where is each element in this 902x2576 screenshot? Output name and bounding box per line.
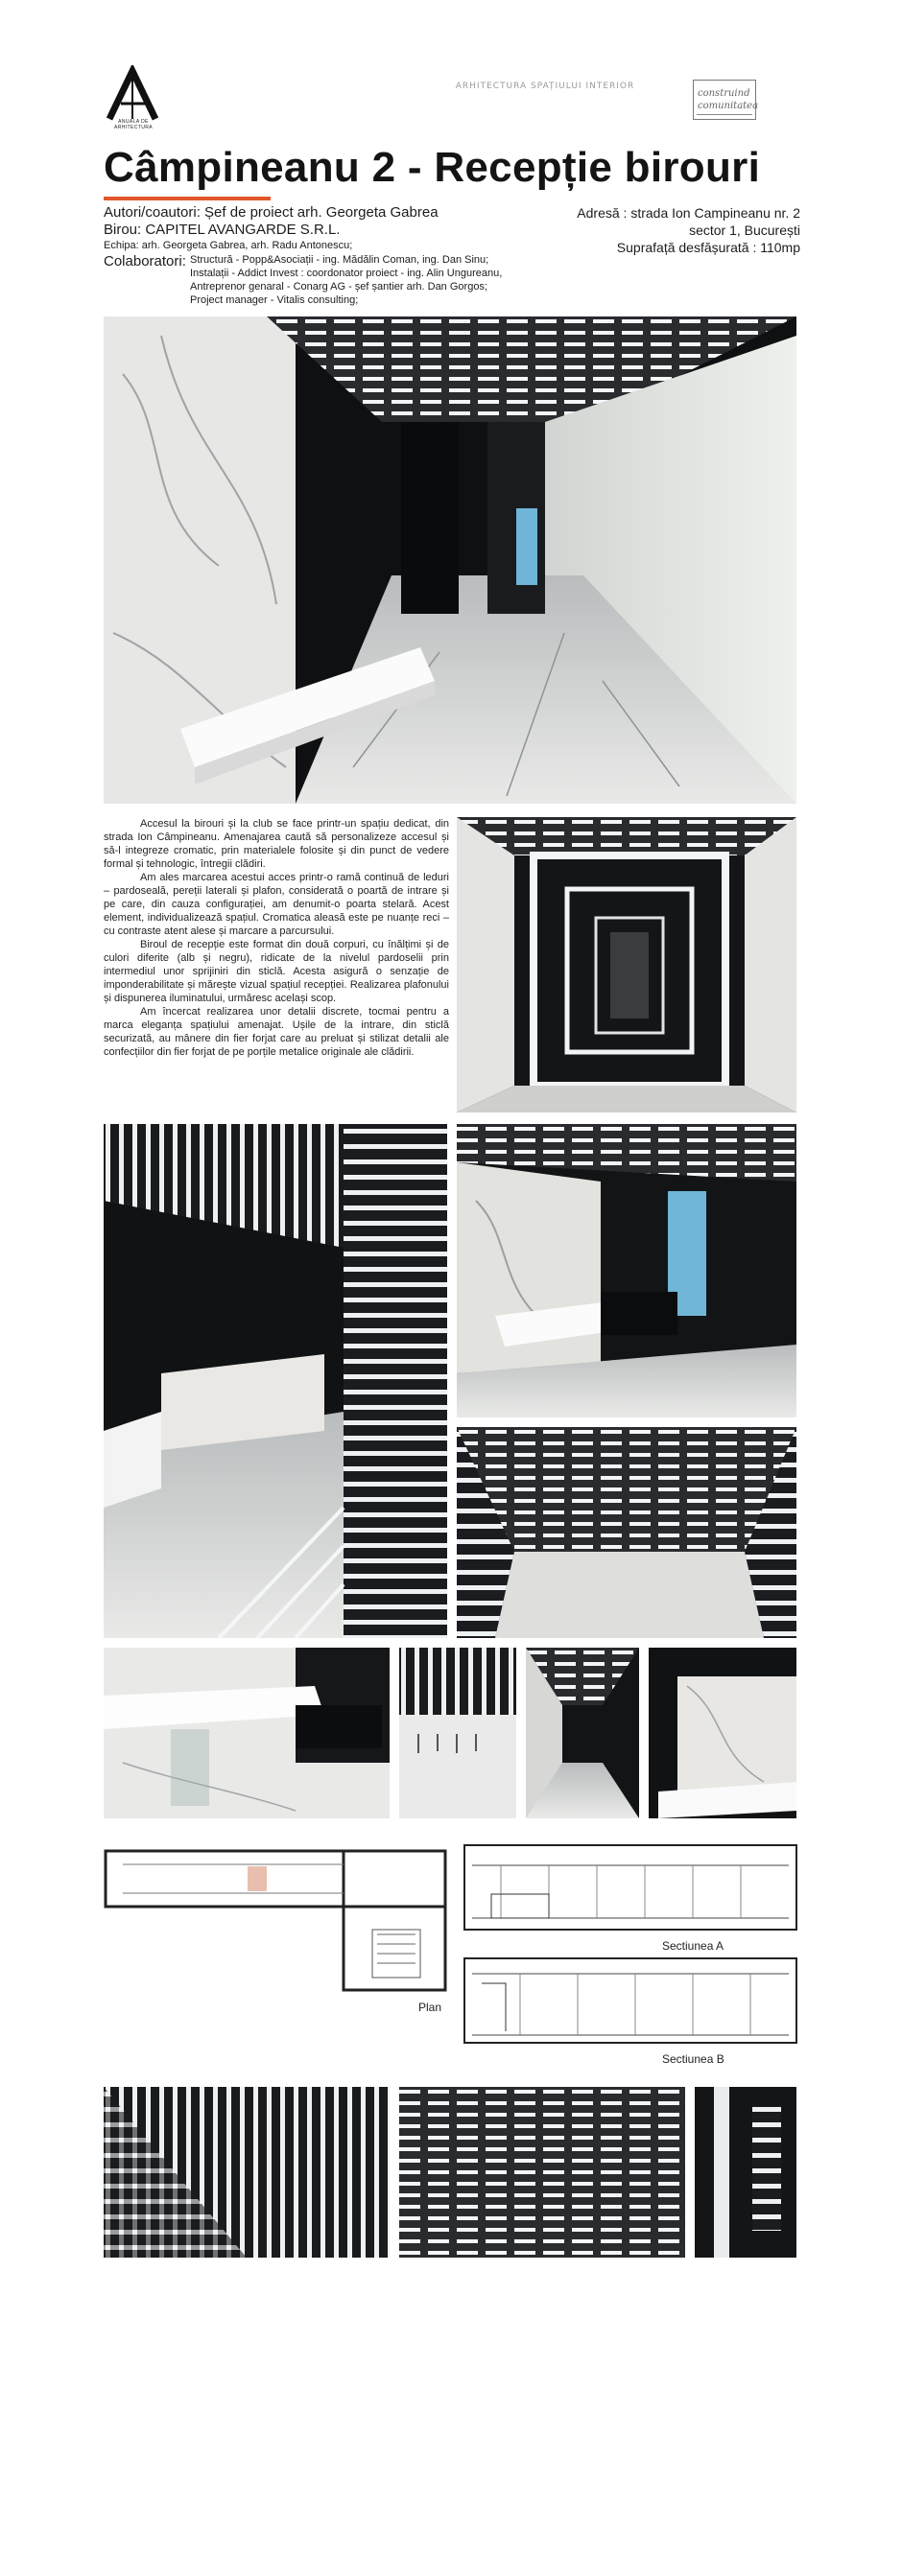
corridor-perspective-photo <box>104 1124 447 1638</box>
collaborator-line: Instalații - Addict Invest : coordonator proiect - ing. Alin Ungureanu, <box>190 268 503 279</box>
collaborators <box>104 253 564 307</box>
brand-logo <box>693 80 759 120</box>
section-a-drawing <box>463 1841 798 1937</box>
section-a-label: Sectiunea A <box>662 1939 724 1953</box>
led-grid-photo <box>399 2087 685 2258</box>
brand-line-2: comunitatea <box>698 101 759 111</box>
project-location <box>577 204 800 256</box>
wall-led-photo <box>695 2087 796 2258</box>
address-line-2: sector 1, București <box>689 222 800 238</box>
address-line-1: Adresă : strada Ion Campineanu nr. 2 <box>577 205 800 221</box>
reception-desk-photo <box>457 1124 796 1417</box>
hero-photo <box>104 316 796 804</box>
collaborators-label: Colaboratori: <box>104 253 186 269</box>
description-paragraph: Accesul la birouri și la club se face printr-un spațiu dedicat, din strada Ion Câmpineanu. Amenajarea caută să personalizeze accesul și să-l integreze cromatic, prin materialele folosite și din punct de vedere formal și tehnologic, întregii clădiri. <box>104 818 449 870</box>
corridor-detail-photo <box>526 1648 639 1818</box>
authors-line: Autori/coautori: Șef de proiect arh. Georgeta Gabrea <box>104 204 439 221</box>
logo-caption: ANUALA DE ARHITECTURA <box>114 119 153 130</box>
collaborator-line: Project manager - Vitalis consulting; <box>190 294 359 306</box>
ceiling-photo <box>457 1427 796 1638</box>
floor-plan-drawing <box>104 1843 451 1995</box>
plan-label: Plan <box>418 2001 442 2014</box>
ceiling-detail-photo <box>399 1648 516 1818</box>
description-paragraph: Biroul de recepție este format din două corpuri, cu înălțimi și de culori diferite (alb și negru), ridicate de la nivelul pardoselii prin intermediul unor sprijiniri din sticlă. Acesta asigură o senzație de imponderabilitate și mărește vizual spațiul recepției. Realizarea plafonului și dispunerea iluminatului, urmăresc același scop. <box>104 939 449 1004</box>
page-title: Câmpineanu 2 - Recepție birouri <box>104 144 761 191</box>
description-paragraph: Am ales marcarea acestui acces printr-o ramă continuă de leduri – pardoseală, pereții laterali și plafon, considerată o poartă de intrare și pe care, din cauza configurației, am denumit-o poarta stelară. Acest element, individualizează spațiul. Cromatica aleasă este pe nuanțe reci – cu contraste atent alese și marcare a parcursului. <box>104 872 449 937</box>
collaborators-list <box>190 253 502 307</box>
star-gate-photo <box>457 817 796 1112</box>
area-line: Suprafață desfășurată : 110mp <box>616 240 800 255</box>
collaborator-line: Antreprenor genaral - Conarg AG - șef șantier arh. Dan Gorgos; <box>190 281 487 293</box>
office-line: Birou: CAPITEL AVANGARDE S.R.L. <box>104 222 341 238</box>
brand-line-1: construind <box>698 88 750 99</box>
category-label: ARHITECTURA SPAȚIULUI INTERIOR <box>455 82 635 91</box>
desk-glass-support-photo <box>104 1648 390 1818</box>
description-paragraph: Am încercat realizarea unor detalii discrete, tocmai pentru a marca eleganța spațiului amenajat. Ușile de la intrare, din sticlă securizată, au mânere din fier forjat care au preluat și stilizat detalii ale confecțiilor din fier forjat de pe porțile metalice originale ale clădirii. <box>104 1006 449 1058</box>
section-b-label: Sectiunea B <box>662 2052 724 2066</box>
team-line: Echipa: arh. Georgeta Gabrea, arh. Radu Antonescu; <box>104 240 353 251</box>
marble-wall-photo <box>649 1648 796 1818</box>
title-accent-bar <box>104 197 271 200</box>
collaborator-line: Structură - Popp&Asociații - ing. Mădălin Coman, ing. Dan Sinu; <box>190 254 489 266</box>
project-credits <box>104 204 564 307</box>
description-text <box>104 817 449 1059</box>
section-b-drawing <box>463 1955 798 2050</box>
logo-icon <box>104 65 161 125</box>
led-ceiling-photo <box>104 2087 390 2258</box>
